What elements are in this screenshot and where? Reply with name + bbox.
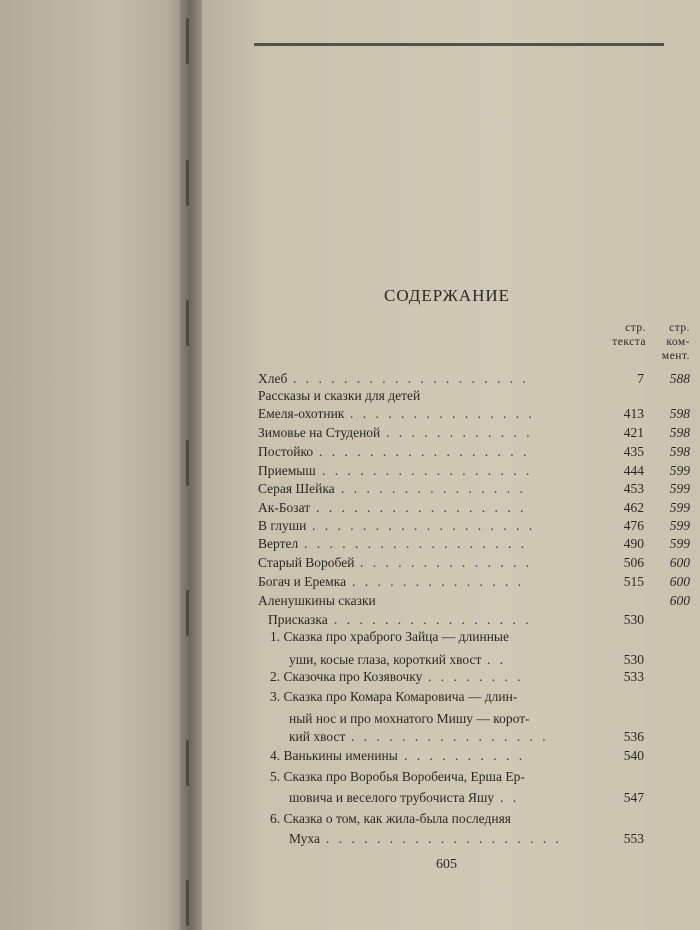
toc-entry-title: В глуши	[258, 518, 307, 533]
toc-text-page: 533	[623, 669, 644, 684]
toc-text-page: 421	[623, 425, 644, 440]
column-header-line: ком-	[666, 336, 690, 348]
toc-entry	[258, 461, 690, 480]
toc-entry	[258, 788, 690, 807]
binding-stitch	[186, 590, 189, 636]
toc-entry	[258, 667, 690, 686]
toc-comment-page: 599	[669, 463, 690, 478]
toc-entry-title: 6. Сказка о том, как жила-была последняя	[270, 811, 512, 826]
toc-text-page: 462	[623, 500, 644, 515]
toc-entry-title: 2. Сказочка про Козявочку	[270, 669, 423, 684]
toc-entry-title: Зимовье на Студеной	[258, 425, 381, 440]
toc-entry	[258, 727, 690, 746]
toc-text-page: 476	[623, 518, 644, 533]
toc-entry	[258, 442, 690, 461]
toc-text-page: 435	[623, 444, 644, 459]
toc-entry	[258, 404, 690, 423]
toc-leader-dots: . . . . . . . . . . . . . . . . . . .	[293, 371, 529, 386]
toc-text-page: 530	[623, 652, 644, 667]
binding-stitch	[186, 300, 189, 346]
toc-entry-title: Приемыш	[258, 463, 316, 478]
toc-entry-title: Аленушкины сказки	[258, 593, 376, 608]
left-page	[0, 0, 190, 930]
toc-entry	[258, 687, 690, 706]
toc-comment-page: 599	[669, 500, 690, 515]
toc-entry-title: Хлеб	[258, 371, 288, 386]
toc-comment-page: 599	[669, 518, 690, 533]
toc-entry-title: 1. Сказка про храброго Зайца — длинные	[270, 629, 509, 644]
toc-entry-title: Старый Воробей	[258, 555, 355, 570]
toc-entry-title: Емеля-охотник	[258, 406, 345, 421]
toc-comment-page: 598	[669, 444, 690, 459]
toc-entry-title: ный нос и про мохнатого Мишу — корот-	[289, 711, 530, 726]
toc-entry-title: Присказка	[268, 612, 328, 627]
toc-leader-dots: . . . . . . . . . . . . . . . . .	[322, 463, 533, 478]
binding-stitch	[186, 18, 189, 64]
page-number: 605	[436, 857, 457, 872]
toc-leader-dots: . . . . . . . . . .	[404, 748, 526, 763]
toc-comment-page: 588	[669, 371, 690, 386]
toc-entry	[258, 746, 690, 765]
toc-leader-dots: . . . . . . . . . . . . . . . . . .	[312, 518, 536, 533]
toc-text-page: 530	[623, 612, 644, 627]
toc-entry-title: Серая Шейка	[258, 481, 335, 496]
column-header-line: текста	[612, 336, 646, 348]
header-rule	[254, 43, 664, 46]
toc-text-page: 506	[623, 555, 644, 570]
toc-comment-page: 600	[669, 574, 690, 589]
toc-leader-dots: . . . . . . . . . . . . . . .	[341, 481, 526, 496]
toc-entry	[258, 516, 690, 535]
toc-comment-page: 598	[669, 406, 690, 421]
toc-entry-title: Ак-Бозат	[258, 500, 311, 515]
book-gutter	[180, 0, 202, 930]
toc-text-page: 547	[623, 790, 644, 805]
toc-entry	[258, 386, 690, 405]
toc-comment-page: 599	[669, 481, 690, 496]
toc-entry-title: Муха	[289, 831, 320, 846]
toc-entry	[258, 809, 690, 828]
toc-text-page: 553	[623, 831, 644, 846]
toc-entry-title: шовича и веселого трубочиста Яшу	[289, 790, 495, 805]
toc-comment-page: 600	[669, 593, 690, 608]
toc-entry	[258, 553, 690, 572]
toc-leader-dots: . . . . . . . . . . . . . . . . . .	[304, 536, 528, 551]
toc-leader-dots: . . . . . . . . . . . .	[386, 425, 533, 440]
toc-entry	[258, 423, 690, 442]
toc-entry	[258, 829, 690, 848]
binding-stitch	[186, 160, 189, 206]
toc-entry	[258, 498, 690, 517]
toc-leader-dots: . . . . . . . . . . . . . . .	[350, 406, 535, 421]
toc-text-page: 515	[623, 574, 644, 589]
toc-leader-dots: . .	[500, 790, 520, 805]
toc-text-page: 540	[623, 748, 644, 763]
toc-entry	[258, 572, 690, 591]
toc-entry	[258, 534, 690, 553]
column-header-text-page	[592, 321, 646, 349]
toc-entry-title: Вертел	[258, 536, 299, 551]
toc-leader-dots: . . . . . . . . . . . . . . . .	[351, 729, 549, 744]
toc-leader-dots: . . . . . . . . . . . . . . . .	[334, 612, 532, 627]
page-title: СОДЕРЖАНИЕ	[384, 286, 511, 305]
toc-text-page: 413	[623, 406, 644, 421]
toc-entry-title: кий хвост	[289, 729, 346, 744]
toc-text-page: 536	[623, 729, 644, 744]
column-header-comment-page	[650, 321, 690, 363]
toc-entry	[258, 709, 690, 728]
toc-leader-dots: . . . . . . . .	[428, 669, 524, 684]
toc-leader-dots: . . . . . . . . . . . . . .	[360, 555, 533, 570]
toc-leader-dots: . . . . . . . . . . . . . . . . . . .	[326, 831, 562, 846]
column-header-line: стр.	[625, 322, 646, 334]
toc-text-page: 490	[623, 536, 644, 551]
toc-leader-dots: . . . . . . . . . . . . . . . . .	[316, 500, 527, 515]
toc-leader-dots: . . . . . . . . . . . . . . . . .	[319, 444, 530, 459]
toc-comment-page: 600	[669, 555, 690, 570]
toc-leader-dots: . .	[487, 652, 507, 667]
toc-text-page: 7	[637, 371, 644, 386]
binding-stitch	[186, 740, 189, 786]
toc-entry-title: 5. Сказка про Воробья Воробеича, Ерша Ер-	[270, 769, 525, 784]
toc-entry-title: Постойко	[258, 444, 314, 459]
toc-leader-dots: . . . . . . . . . . . . . .	[352, 574, 525, 589]
toc-entry-title: 4. Ванькины именины	[270, 748, 398, 763]
binding-stitch	[186, 440, 189, 486]
binding-stitch	[186, 880, 189, 926]
toc-entry-title: Богач и Еремка	[258, 574, 347, 589]
column-header-line: мент.	[661, 350, 690, 362]
column-header-line: стр.	[669, 322, 690, 334]
toc-comment-page: 599	[669, 536, 690, 551]
toc-text-page: 453	[623, 481, 644, 496]
toc-entry-title: уши, косые глаза, короткий хвост	[289, 652, 482, 667]
toc-entry	[258, 591, 690, 610]
toc-entry-title: 3. Сказка про Комара Комаровича — длин-	[270, 689, 518, 704]
toc-entry-title: Рассказы и сказки для детей	[258, 388, 421, 403]
toc-text-page: 444	[623, 463, 644, 478]
toc-comment-page: 598	[669, 425, 690, 440]
toc-entry	[258, 627, 690, 646]
toc-entry	[258, 479, 690, 498]
toc-entry	[258, 767, 690, 786]
